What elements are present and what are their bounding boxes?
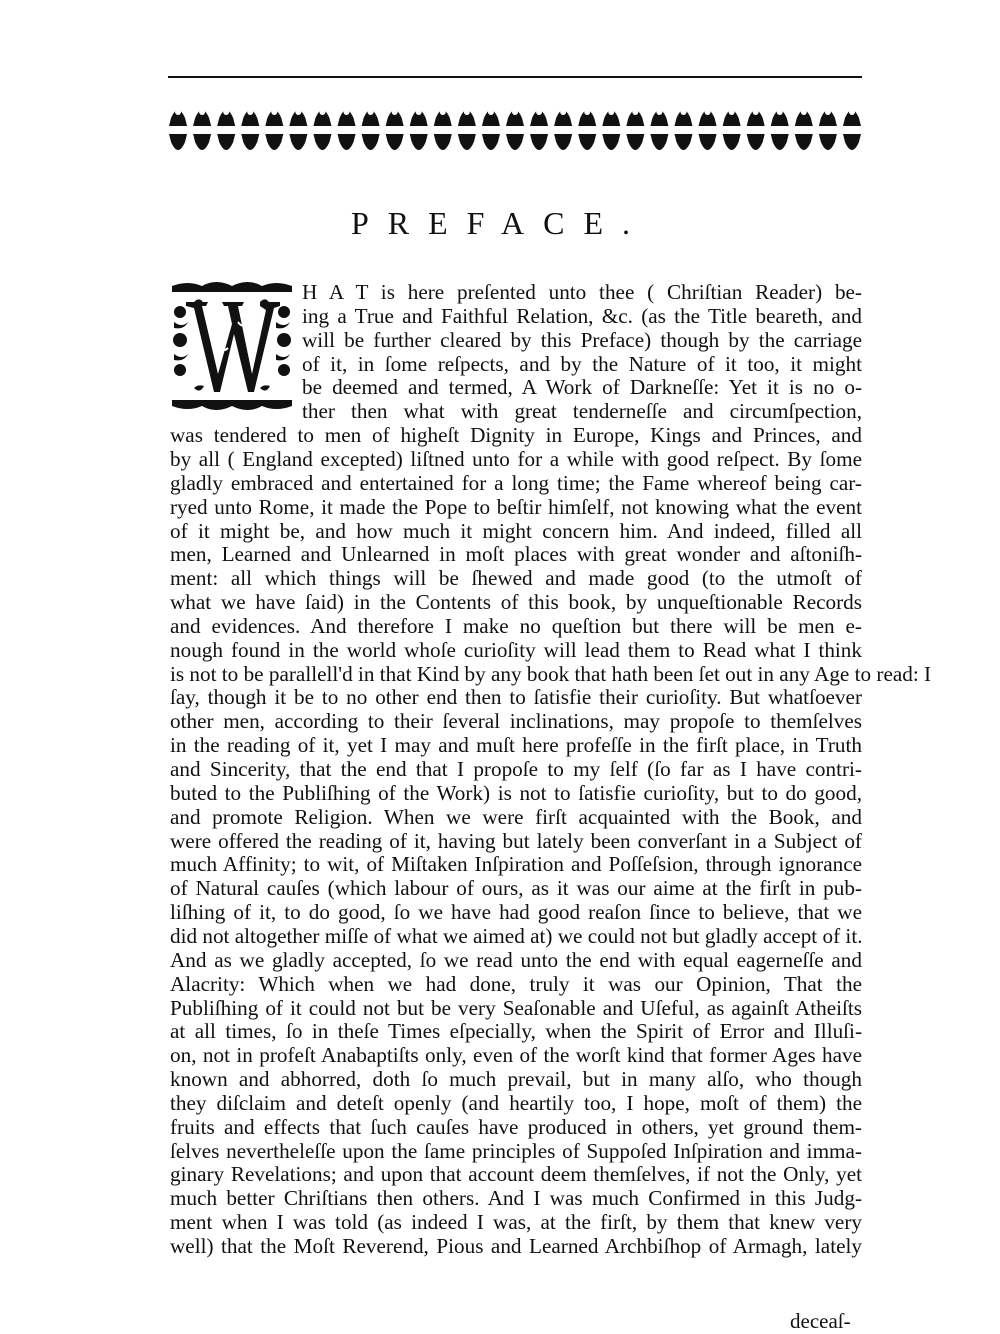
text-line: and evidences. And therefore I make no queſtion but there will be men e-: [170, 613, 862, 638]
text-line: be deemed and termed, A Work of Darkneſſe: Yet it is no o-: [302, 375, 862, 400]
text-line: did not altogether miſſe of what we aimed at) we could not but gladly accept of it.: [170, 923, 863, 948]
text-line: on, not in profeſt Anabaptiſts only, even of the worſt kind that former Ages have: [170, 1043, 862, 1068]
text-line: gladly embraced and entertained for a long time; the Fame whereof being car-: [170, 470, 862, 495]
text-line: at all times, ſo in theſe Times eſpecially, when the Spirit of Error and Illuſi-: [170, 1019, 862, 1044]
text-line: other men, according to their ſeveral inclinations, may propoſe to themſelves: [170, 709, 862, 734]
text-line: of Natural cauſes (which labour of ours, as it was our aime at the firſt in pub-: [170, 876, 862, 901]
text-line: liſhing of it, to do good, ſo we have had good reaſon ſince to believe, that we: [170, 900, 862, 925]
text-line: much better Chriſtians then others. And I was much Confirmed in this Judg-: [170, 1186, 862, 1211]
text-line: ther then what with great tenderneſſe and circumſpection,: [302, 399, 862, 424]
text-line: and promote Religion. When we were firſt acquainted with the Book, and: [170, 804, 862, 829]
text-line: ginary Revelations; and upon that account deem themſelves, if not the Only, yet: [170, 1162, 862, 1187]
text-line: ſelves nevertheleſſe upon the ſame principles of Suppoſed Inſpiration and imma-: [170, 1138, 862, 1163]
text-line: ment when I was told (as indeed I was, at the firſt, by them that knew very: [170, 1210, 862, 1235]
text-line: ryed unto Rome, it made the Pope to beſtir himſelf, not knowing what the event: [170, 494, 862, 519]
text-line: buted to the Publiſhing of the Work) is not to ſatisfie curioſity, but to do good,: [170, 780, 862, 805]
catchword: deceaſ-: [790, 1309, 851, 1333]
text-line: nough found in the world whoſe curioſity will lead them to Read what I think: [170, 637, 862, 662]
text-line: was tendered to men of higheſt Dignity in Europe, Kings and Princes, and: [170, 423, 862, 448]
page-title: PREFACE.: [350, 205, 650, 241]
text-line: ſay, though it be to no other end then to ſatisfie their curioſity. But whatſoever: [170, 685, 862, 710]
text-line: of it might be, and how much it might concern him. And indeed, filled all: [170, 518, 862, 543]
text-line: ing a True and Faithful Relation, &c. (as the Title beareth, and: [302, 303, 862, 328]
text-line: what we have ſaid) in the Contents of this book, by unqueſtionable Records: [170, 590, 862, 615]
text-line: Alacrity: Which when we had done, truly it was our Opinion, That the: [170, 971, 862, 996]
text-line: by all ( England excepted) liſtned unto for a while with good reſpect. By ſome: [170, 446, 862, 471]
text-line: and Sincerity, that the end that I propoſe to my ſelf (ſo far as I have contri-: [170, 757, 862, 781]
text-line: Publiſhing of it could not but be very Seaſonable and Uſeful, as againſt Atheiſts: [170, 995, 862, 1020]
text-line: H A T is here preſented unto thee ( Chriſtian Reader) be-: [302, 280, 862, 304]
text-line: of it, in ſome reſpects, and by the Nature of it too, it might: [302, 351, 862, 376]
text-line: ment: all which things will be ſhewed and made good (to the utmoſt of: [170, 566, 862, 591]
text-line: in the reading of it, yet I may and muſt here profeſſe in the firſt place, in Truth: [170, 733, 862, 758]
text-line: will be further cleared by this Preface) though by the carriage: [302, 327, 862, 352]
text-line: well) that the Moſt Reverend, Pious and Learned Archbiſhop of Armagh, lately: [170, 1234, 862, 1258]
text-line: is not to be parallell'd in that Kind by any book that hath been ſet out in any Age to read: I: [170, 661, 932, 686]
text-line: fruits and effects that ſuch cauſes have produced in others, yet ground them-: [170, 1114, 862, 1139]
text-line: And as we gladly accepted, ſo we read unto the end with equal eagerneſſe and: [170, 947, 862, 972]
text-line: much Affinity; to wit, of Miſtaken Inſpiration and Poſſeſsion, through ignorance: [170, 852, 862, 877]
text-line: men, Learned and Unlearned in moſt places with great wonder and aſtoniſh-: [170, 542, 862, 567]
text-line: known and abhorred, doth ſo much prevail, but in many alſo, who though: [170, 1067, 862, 1092]
text-line: were offered the reading of it, having but lately been converſant in a Subject of: [170, 828, 862, 853]
text-line: they diſclaim and deteſt openly (and heartily too, I hope, moſt of them) the: [170, 1090, 862, 1115]
